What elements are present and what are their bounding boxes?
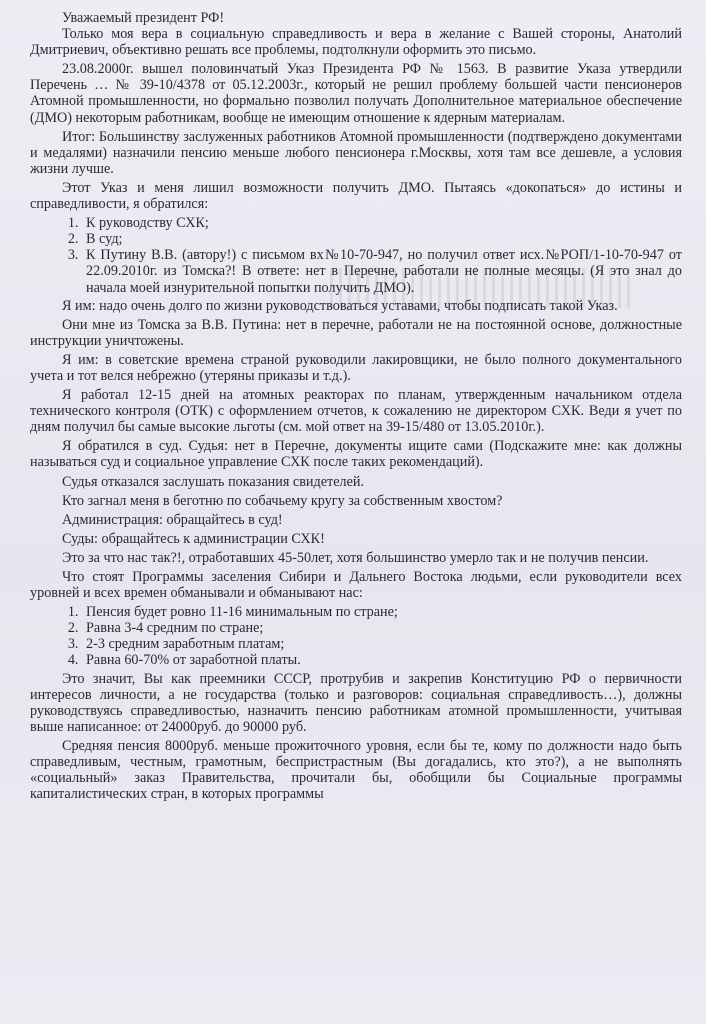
paragraph-work: Я работал 12-15 дней на атомных реакторах по планам, утвержденным начальником отдела технического контроля (ОТК) с оформлением отчетов, к сожалению не директором СХК. Веди я учет по дням получил бы самые высокие льготы (см. мой ответ на 39-15/480 от 13.05.2010г.).: [30, 387, 682, 436]
paragraph-result: Итог: Большинству заслуженных работников Атомной промышленности (подтверждено документами и медалями) назначили пенсию меньше любого пенсионера г.Москвы, хотя там все дешевле, а условия жизни лучше.: [30, 128, 682, 177]
appeal-list-item: 1. К руководству СХК;: [82, 215, 682, 231]
paragraph-average-pension: Средняя пенсия 8000руб. меньше прожиточного уровня, если бы те, кому по должности надо быть справедливым, честным, грамотным, беспристрастным (Вы догадались, кто это?), а не выполнять «социальный» заказ Правительства, прочитали бы, обобщили бы Социальные программы капиталистических стран, в которых программы: [30, 737, 682, 803]
paragraph-reply-1: Я им: надо очень долго по жизни руководствоваться уставами, чтобы подписать такой Указ.: [62, 297, 618, 314]
appeal-list: [30, 215, 682, 295]
paragraph-reply-3: Я им: в советские времена страной руководили лакировщики, не было полного документального учета и тот велся небрежно (утеряны приказы и т.д.).: [30, 351, 682, 384]
promises-list-item: 1. Пенсия будет ровно 11-16 минимальным по стране;: [82, 604, 682, 620]
paragraph-why: Это за что нас так?!, отработавших 45-50лет, хотя большинство умерло так и не получив пенсии.: [62, 549, 649, 566]
promises-list: [30, 604, 682, 668]
letter-greeting: Уважаемый президент РФ!: [62, 10, 225, 26]
paragraph-witnesses: Судья отказался заслушать показания свидетелей.: [62, 473, 365, 490]
appeal-list-item: 3. К Путину В.В. (автору!) с письмом вх№10-70-947, но получил ответ исх.№РОП/1-10-70-947 от 22.09.2010г. из Томска?! В ответе: нет в Перечне, работали не полные месяцы. (Я это знал до начала моей изнурительной попытки получить ДМО).: [82, 247, 682, 295]
promises-list-item: 4. Равна 60-70% от заработной платы.: [82, 652, 682, 668]
paragraph-programs: Что стоят Программы заселения Сибири и Дальнего Востока людьми, если руководители всех уровней и всех времен обманывали и обманывают нас:: [30, 569, 682, 602]
appeal-list-item: 2. В суд;: [82, 231, 682, 247]
paragraph-reply-2: Они мне из Томска за В.В. Путина: нет в перечне, работали не на постоянной основе, должностные инструкции уничтожены.: [30, 316, 682, 349]
paragraph-decree: 23.08.2000г. вышел половинчатый Указ Президента РФ № 1563. В развитие Указа утвердили Перечень … № 39-10/4378 от 05.12.2003г., который не решил проблему большей части пенсионеров Атомной промышленности, но формально позволил получать Дополнительное материальное обеспечение (ДМО) некоторым работникам, вообще не имеющим отношение к ядерным материалам.: [30, 61, 682, 126]
paragraph-court: Я обратился в суд. Судья: нет в Перечне, документы ищите сами (Подскажите мне: как должны называться суд и социальное управление СХК после таких рекомендаций).: [30, 438, 682, 471]
letter-body: [30, 10, 682, 805]
promises-list-item: 3. 2-3 средним заработным платам;: [82, 636, 682, 652]
promises-list-item: 2. Равна 3-4 средним по стране;: [82, 620, 682, 636]
paragraph-constitution: Это значит, Вы как преемники СССР, протрубив и закрепив Конституцию РФ о первичности интересов личности, а не государства (только и разговоров: социальная справедливость…), должны руководствуясь справедливостью, назначить пенсию работникам атомной промышленности, учитывая выше написанное: от 24000руб. до 90000 руб.: [30, 670, 682, 735]
paragraph-administration: Администрация: обращайтесь в суд!: [62, 511, 283, 528]
paragraph-circle: Кто загнал меня в беготню по собачьему кругу за собственным хвостом?: [62, 492, 503, 509]
paragraph-appeal: Этот Указ и меня лишил возможности получить ДМО. Пытаясь «докопаться» до истины и справедливости, я обратился:: [30, 179, 682, 213]
paragraph-intro: Только моя вера в социальную справедливость и вера в желание с Вашей стороны, Анатолий Дмитриевич, объективно решать все проблемы, подтолкнули оформить это письмо.: [30, 26, 682, 59]
paragraph-courts: Суды: обращайтесь к администрации СХК!: [62, 530, 325, 547]
